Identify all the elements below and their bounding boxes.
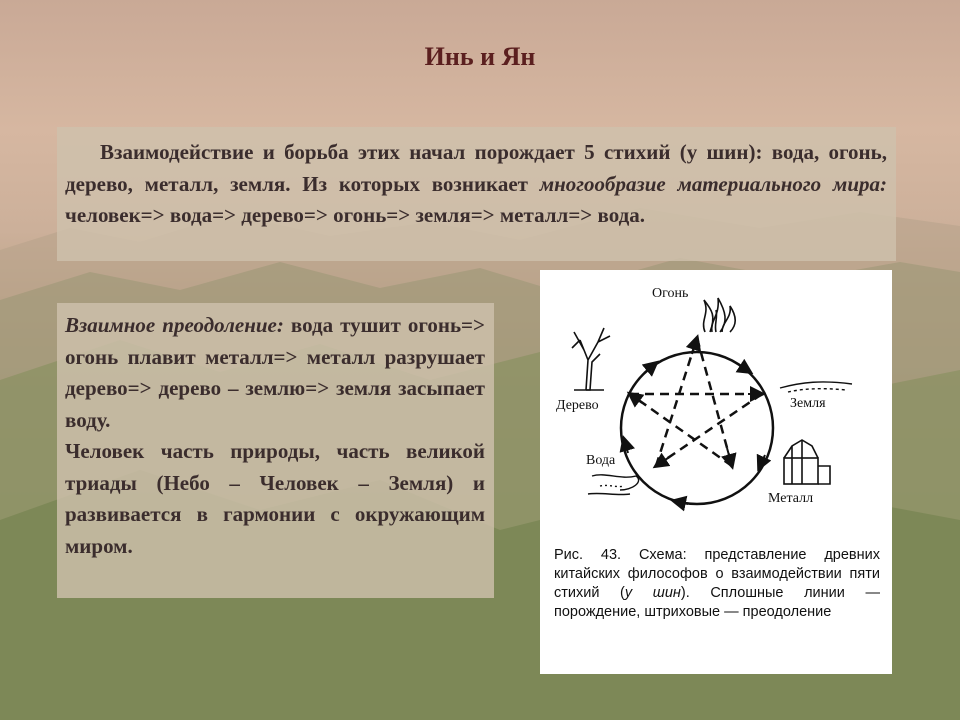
wood-label: Дерево [556,398,599,413]
intro-sequence-text: человек=> вода=> дерево=> огонь=> земля=> металл=> вода. [65,203,645,227]
overcoming-italic-heading: Взаимное преодоление: [65,313,284,337]
figure-caption: Рис. 43. Схема: представление древних китайских философов о взаимодействии пяти стихий (у шин). Сплошные линии — порождение, штриховые — преодоление [554,547,880,620]
five-elements-figure [540,270,892,674]
intro-italic-text: многообразие материального мира: [539,171,887,196]
earth-label: Земля [790,396,826,411]
page-title: Инь и Ян [424,42,536,71]
triad-paragraph: Человек часть природы, часть великой триады (Небо – Человек – Земля) и развивается в гармонии с окружающим миром. [65,439,485,558]
metal-icon [784,440,830,484]
fire-label: Огонь [652,286,689,301]
overcoming-star [630,338,762,466]
overcoming-paragraph [65,310,485,436]
intro-lead-text: Взаимодействие и борьба этих начал порождает 5 стихий (у шин): вода, огонь, дерево, металл, земля. Из которых возникает [65,140,887,196]
water-label: Вода [586,453,616,468]
generation-circle [621,352,773,504]
intro-text-box [57,127,896,261]
fire-icon [704,298,736,332]
metal-label: Металл [768,491,814,506]
caption-italic-term: у шин [624,585,681,601]
water-icon [588,475,639,495]
tree-icon [572,328,610,390]
earth-icon [780,382,852,392]
overcoming-text: вода тушит огонь=> огонь плавит металл=> металл разрушает дерево=> дерево – землю=> земля засыпает воду. [65,313,485,432]
overcoming-text-box [57,303,494,598]
